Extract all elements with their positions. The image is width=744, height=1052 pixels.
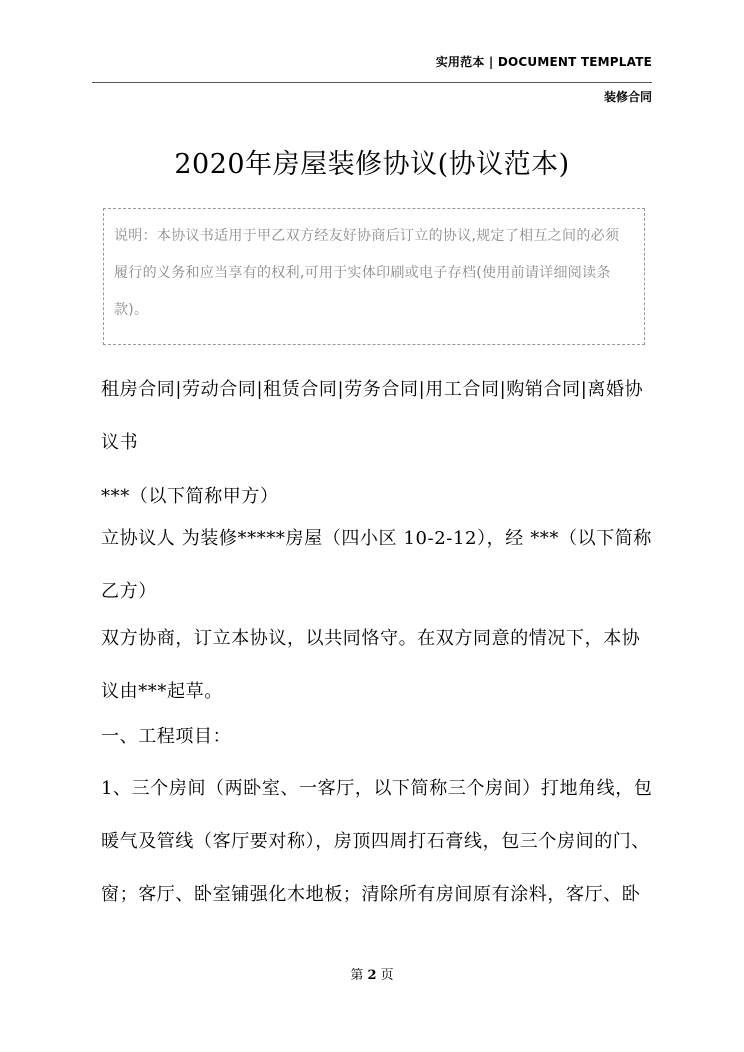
footer-prefix: 第 [350,968,364,983]
page-footer [0,964,744,983]
agreement-parties-paragraph: 立协议人 为装修*****房屋（四小区 10-2-12），经 ***（以下简称乙方） [101,528,652,602]
header-template-label: 实用范本 | DOCUMENT TEMPLATE [435,55,652,69]
page-number: 2 [367,968,377,983]
section-heading-project: 一、工程项目： [101,726,232,747]
agreement-purpose-paragraph: 双方协商，订立本协议，以共同恪守。在双方同意的情况下，本协议由***起草。 [101,628,641,702]
document-title: 2020年房屋装修协议(协议范本) [174,149,570,180]
header-category-label: 装修合同 [603,90,652,104]
footer-suffix: 页 [380,968,394,983]
usage-note-box: 说明：本协议书适用于甲乙双方经友好协商后订立的协议,规定了相互之间的必须履行的义务和应当享有的权利,可用于实体印刷或电子存档(使用前请详细阅读条款)。 [103,208,645,345]
header-divider [92,82,652,83]
contract-type-list: 租房合同|劳动合同|租赁合同|劳务合同|用工合同|购销合同|离婚协议书 [101,379,644,453]
project-item-1: 1、三个房间（两卧室、一客厅，以下简称三个房间）打地角线，包暖气及管线（客厅要对称），房顶四周打石膏线，包三个房间的门、窗；客厅、卧室铺强化木地板；清除所有房间原有涂料，客厅、卧 [101,778,653,905]
party-a-line: ***（以下简称甲方） [101,486,279,507]
